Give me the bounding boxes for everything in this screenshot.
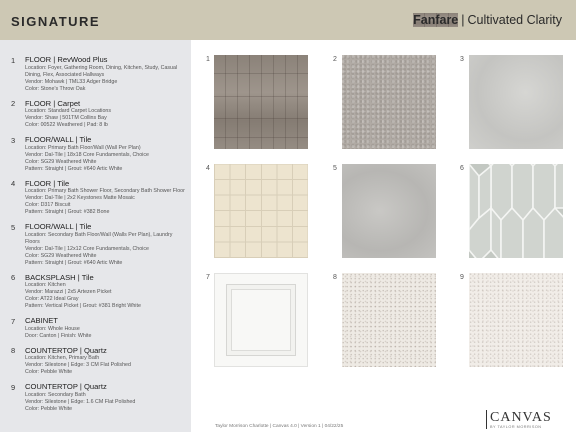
spec-body xyxy=(25,382,185,413)
spec-detail-line: Color: Pebble White xyxy=(25,369,73,375)
spec-body xyxy=(25,346,185,377)
spec-detail-line: Door: Canton | Finish: White xyxy=(25,332,92,339)
spec-detail-line: Location: Standard Carpet Locations xyxy=(25,108,111,114)
spec-detail-line: Color: Stone's Throw Oak xyxy=(25,85,86,92)
spec-detail-line: Location: Foyer, Gathering Room, Dining, Kitchen, Study, Casual Dining, Flex, Associated Hallways xyxy=(25,64,178,78)
swatch-picket-backsplash xyxy=(469,164,563,258)
spec-detail-line: Pattern: Straight | Grout: #640 Artic White xyxy=(25,165,123,172)
spec-separator: | xyxy=(77,382,84,391)
spec-detail-line: Pattern: Straight | Grout: #382 Bone xyxy=(25,209,110,215)
swatch-bath-quartz xyxy=(469,273,563,367)
spec-detail-line: Location: Secondary Bath Floor/Wall (Walls Per Plan), Laundry Floors xyxy=(25,231,173,245)
spec-detail-line: Vendor: Silestone | Edge: 1.6 CM Flat Polished xyxy=(25,398,136,405)
spec-detail-line: Vendor: Dal-Tile | 12x12 Core Fundamentals, Choice xyxy=(25,245,149,252)
spec-item xyxy=(11,99,185,130)
spec-item xyxy=(11,222,185,267)
spec-title xyxy=(25,222,185,232)
spec-detail-line: Location: Kitchen xyxy=(25,282,66,288)
spec-title xyxy=(25,179,185,189)
spec-number: 9 xyxy=(11,382,16,392)
spec-product: RevWood Plus xyxy=(57,55,108,64)
spec-category: FLOOR xyxy=(25,178,52,188)
spec-product: Tile xyxy=(79,222,92,231)
spec-category: FLOOR/WALL xyxy=(25,135,74,144)
spec-category: FLOOR xyxy=(25,55,52,64)
spec-number: 6 xyxy=(11,273,16,282)
spec-title xyxy=(25,316,185,326)
spec-body xyxy=(25,55,185,93)
spec-detail-line: Vendor: Shaw | 501TM Collins Bay xyxy=(25,115,107,121)
spec-product: Tile xyxy=(81,272,94,282)
swatch-primary-bath-tile xyxy=(469,55,563,149)
spec-item xyxy=(11,55,185,93)
spec-category: FLOOR/WALL xyxy=(25,222,74,231)
spec-detail-line: Location: Whole House xyxy=(25,325,80,332)
spec-category: CABINET xyxy=(25,316,58,325)
spec-number: 1 xyxy=(11,55,16,65)
swatch-wood-floor xyxy=(214,55,308,149)
spec-detail-line: Vendor: Dal-Tile | 18x18 Core Fundamentals, Choice xyxy=(25,151,149,158)
spec-detail-line: Pattern: Straight | Grout: #640 Artic White xyxy=(25,259,123,266)
spec-item xyxy=(11,316,185,340)
spec-detail-line: Vendor: Marazzi | 2x5 Artezen Picket xyxy=(25,289,112,295)
spec-separator: | xyxy=(77,345,84,355)
swatch-number: 6 xyxy=(460,165,464,172)
swatch-number: 1 xyxy=(206,56,210,63)
logo-divider xyxy=(486,410,487,429)
spec-body xyxy=(25,273,185,311)
spec-category: BACKSPLASH xyxy=(25,272,76,282)
spec-item xyxy=(11,135,185,173)
spec-detail-line: Location: Secondary Bath xyxy=(25,391,86,398)
spec-number: 4 xyxy=(11,179,16,188)
spec-number: 8 xyxy=(11,346,16,355)
footer-info: Taylor Morrison Charlotte | Canvas 4.0 | Version 1 | 04/22/25 xyxy=(215,424,344,429)
collection-theme: Cultivated Clarity xyxy=(467,13,562,27)
swatch-number: 9 xyxy=(460,274,464,281)
spec-detail-line: Pattern: Vertical Picket | Grout: #381 Bright White xyxy=(25,303,141,309)
spec-body xyxy=(25,222,185,267)
swatch-number: 8 xyxy=(333,274,337,281)
spec-number: 5 xyxy=(11,222,16,232)
spec-separator: | xyxy=(51,98,58,108)
canvas-logo xyxy=(486,410,566,432)
swatch-secondary-bath-tile xyxy=(342,164,436,258)
spec-number: 3 xyxy=(11,135,16,145)
spec-separator: | xyxy=(51,55,58,64)
door-panel xyxy=(226,284,296,356)
spec-category: FLOOR xyxy=(25,98,52,108)
spec-detail-line: Color: AT22 Ideal Gray xyxy=(25,296,79,302)
spec-body xyxy=(25,135,185,173)
header-bar xyxy=(0,0,576,40)
swatch-number: 4 xyxy=(206,165,210,172)
swatch-number: 7 xyxy=(206,274,210,281)
spec-category: COUNTERTOP xyxy=(25,382,78,391)
swatch-kitchen-quartz xyxy=(342,273,436,367)
spec-body xyxy=(25,316,185,340)
spec-product: Quartz xyxy=(83,382,107,391)
spec-product: Tile xyxy=(57,178,70,188)
brand-name: SIGNATURE xyxy=(11,14,101,29)
spec-detail-line: Color: SG29 Weathered White xyxy=(25,158,97,165)
spec-item xyxy=(11,382,185,413)
page-title xyxy=(413,13,562,27)
spec-detail-line: Color: 00522 Weathered | Pad: 8 lb xyxy=(25,122,108,128)
spec-detail-line: Vendor: Dal-Tile | 2x2 Keystones Matte Mosaic xyxy=(25,195,135,201)
swatch-cabinet-door xyxy=(214,273,308,367)
collection-name: Fanfare xyxy=(413,13,459,27)
swatch-number: 3 xyxy=(460,56,464,63)
spec-title xyxy=(25,346,185,356)
spec-detail-line: Vendor: Mohawk | TML33 Adger Bridge xyxy=(25,78,118,85)
spec-separator: | xyxy=(73,135,80,144)
spec-title xyxy=(25,135,185,145)
spec-list xyxy=(0,40,191,432)
swatch-shower-mosaic xyxy=(214,164,308,258)
spec-detail-line: Location: Primary Bath Shower Floor, Secondary Bath Shower Floor xyxy=(25,188,185,194)
spec-product: Tile xyxy=(79,135,92,144)
spec-separator: | xyxy=(73,222,80,231)
spec-category: COUNTERTOP xyxy=(25,345,78,355)
swatch-carpet xyxy=(342,55,436,149)
swatch-number: 2 xyxy=(333,56,337,63)
spec-detail-line: Color: D317 Biscuit xyxy=(25,202,71,208)
logo-tagline: BY TAYLOR MORRISON xyxy=(490,425,542,429)
spec-detail-line: Vendor: Silestone | Edge: 3 CM Flat Polished xyxy=(25,362,131,368)
spec-item xyxy=(11,179,185,217)
spec-title xyxy=(25,99,185,109)
spec-detail-line: Color: Pebble White xyxy=(25,405,73,412)
spec-detail-line: Color: SG29 Weathered White xyxy=(25,252,97,259)
spec-number: 7 xyxy=(11,316,16,326)
spec-item xyxy=(11,273,185,311)
spec-body xyxy=(25,99,185,130)
spec-number: 2 xyxy=(11,99,16,108)
spec-detail-line: Location: Kitchen, Primary Bath xyxy=(25,355,100,361)
spec-product: Carpet xyxy=(57,98,81,108)
spec-product: Quartz xyxy=(83,345,107,355)
spec-separator: | xyxy=(75,272,82,282)
spec-detail-line: Location: Primary Bath Floor/Wall (Wall Per Plan) xyxy=(25,144,141,151)
picket-pattern xyxy=(469,164,563,258)
spec-title xyxy=(25,273,185,283)
spec-title xyxy=(25,382,185,392)
logo-wordmark: CANVAS xyxy=(490,410,552,425)
swatch-number: 5 xyxy=(333,165,337,172)
title-separator: | xyxy=(461,13,465,27)
spec-separator: | xyxy=(51,178,58,188)
spec-title xyxy=(25,55,185,65)
spec-item xyxy=(11,346,185,377)
spec-body xyxy=(25,179,185,217)
